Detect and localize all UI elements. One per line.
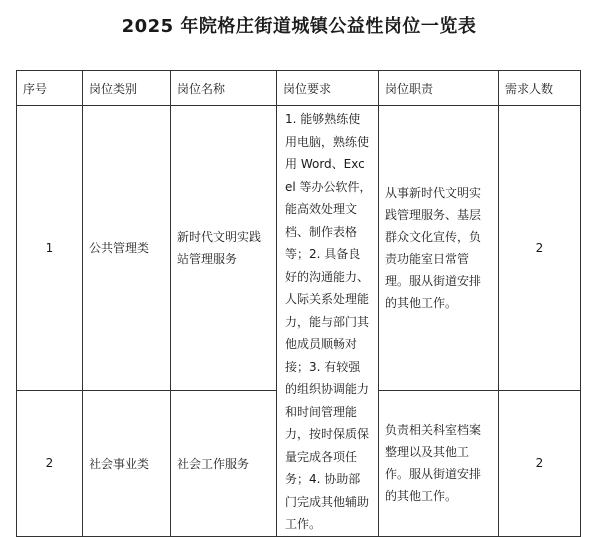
header-count: 需求人数 [499,71,581,106]
row-index: 1 [17,106,83,391]
row-count: 2 [499,390,581,536]
row-duty: 从事新时代文明实践管理服务、基层群众文化宣传，负责功能室日常管理。服从街道安排的其他工作。 [379,106,499,391]
positions-table [16,70,581,537]
requirements-cell: 1. 能够熟练使用电脑，熟练使用 Word、Excel 等办公软件，能高效处理文档、制作表格等；2. 具备良好的沟通能力、人际关系处理能力，能与部门其他成员顺畅对接；3. 有较强的组织协调能力和时间管理能力，按时保质保量完成各项任务；4. 协助部门完成其他辅助工作。 [277,106,379,537]
row-count: 2 [499,106,581,391]
row-index: 2 [17,390,83,536]
header-duty: 岗位职责 [379,71,499,106]
row-category: 公共管理类 [83,106,171,391]
row-category: 社会事业类 [83,390,171,536]
row-name: 新时代文明实践站管理服务 [171,106,277,391]
header-index: 序号 [17,71,83,106]
header-name: 岗位名称 [171,71,277,106]
table-header-row [17,71,581,106]
page-title: 2025 年院格庄街道城镇公益性岗位一览表 [121,16,477,37]
row-duty: 负责相关科室档案整理以及其他工作。服从街道安排的其他工作。 [379,390,499,536]
row-name: 社会工作服务 [171,390,277,536]
table-row [17,106,581,391]
header-requirements: 岗位要求 [277,71,379,106]
header-category: 岗位类别 [83,71,171,106]
